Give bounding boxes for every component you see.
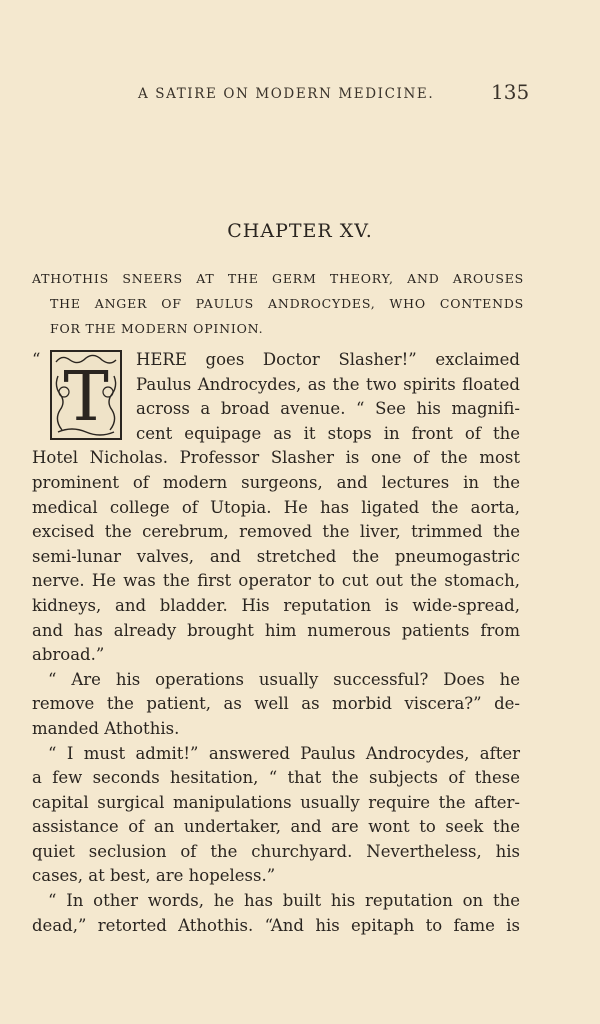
text-line: excised the cerebrum, removed the liver, trimmed the <box>32 522 520 542</box>
text-line: dead,” retorted Athothis. “And his epitaph to fame is <box>32 915 520 935</box>
text-line: semi-lunar valves, and stretched the pneumogastric <box>32 546 520 566</box>
text-line: medical college of Utopia. He has ligated the aorta, <box>32 497 520 517</box>
synopsis-line: THE ANGER OF PAULUS ANDROCYDES, WHO CONTENDS <box>50 296 524 311</box>
text-line: assistance of an undertaker, and are wont to seek the <box>32 817 520 837</box>
text-line: cent equipage as it stops in front of the <box>136 423 520 443</box>
text-line: “ I must admit!” answered Paulus Androcydes, after <box>48 743 520 763</box>
text-line: kidneys, and bladder. His reputation is wide-spread, <box>32 595 520 615</box>
running-title: A SATIRE ON MODERN MEDICINE. <box>138 86 435 102</box>
text-line: “ Are his operations usually successful? Does he <box>48 669 520 689</box>
text-line: Hotel Nicholas. Professor Slasher is one of the most <box>32 448 520 468</box>
text-line: across a broad avenue. “ See his magnifi- <box>136 399 520 419</box>
text-line: manded Athothis. <box>32 718 180 738</box>
text-line: a few seconds hesitation, “ that the subjects of these <box>32 768 520 788</box>
text-line: prominent of modern surgeons, and lectures in the <box>32 472 520 492</box>
text-line: HERE goes Doctor Slasher!” exclaimed <box>136 350 520 369</box>
chapter-title: CHAPTER XV. <box>227 220 373 242</box>
text-line: quiet seclusion of the churchyard. Nevertheless, his <box>32 841 520 861</box>
text-line: Paulus Androcydes, as the two spirits floated <box>136 374 520 394</box>
body-text <box>32 348 520 938</box>
page-number: 135 <box>491 80 530 104</box>
text-line: remove the patient, as well as morbid viscera?” de- <box>32 694 520 714</box>
drop-cap-letter: T <box>63 358 109 437</box>
synopsis-line: ATHOTHIS SNEERS AT THE GERM THEORY, AND AROUSES <box>32 271 524 286</box>
text-line: cases, at best, are hopeless.” <box>32 866 276 886</box>
chapter-synopsis <box>32 266 524 341</box>
synopsis-line: FOR THE MODERN OPINION. <box>50 321 264 336</box>
text-line: abroad.” <box>32 645 105 665</box>
text-line: and has already brought him numerous patients from <box>32 620 520 640</box>
opening-quote-mark: “ <box>32 350 41 369</box>
text-line: “ In other words, he has built his reputation on the <box>48 891 520 911</box>
text-line: capital surgical manipulations usually require the after- <box>32 792 520 812</box>
text-line: nerve. He was the first operator to cut out the stomach, <box>32 571 520 591</box>
